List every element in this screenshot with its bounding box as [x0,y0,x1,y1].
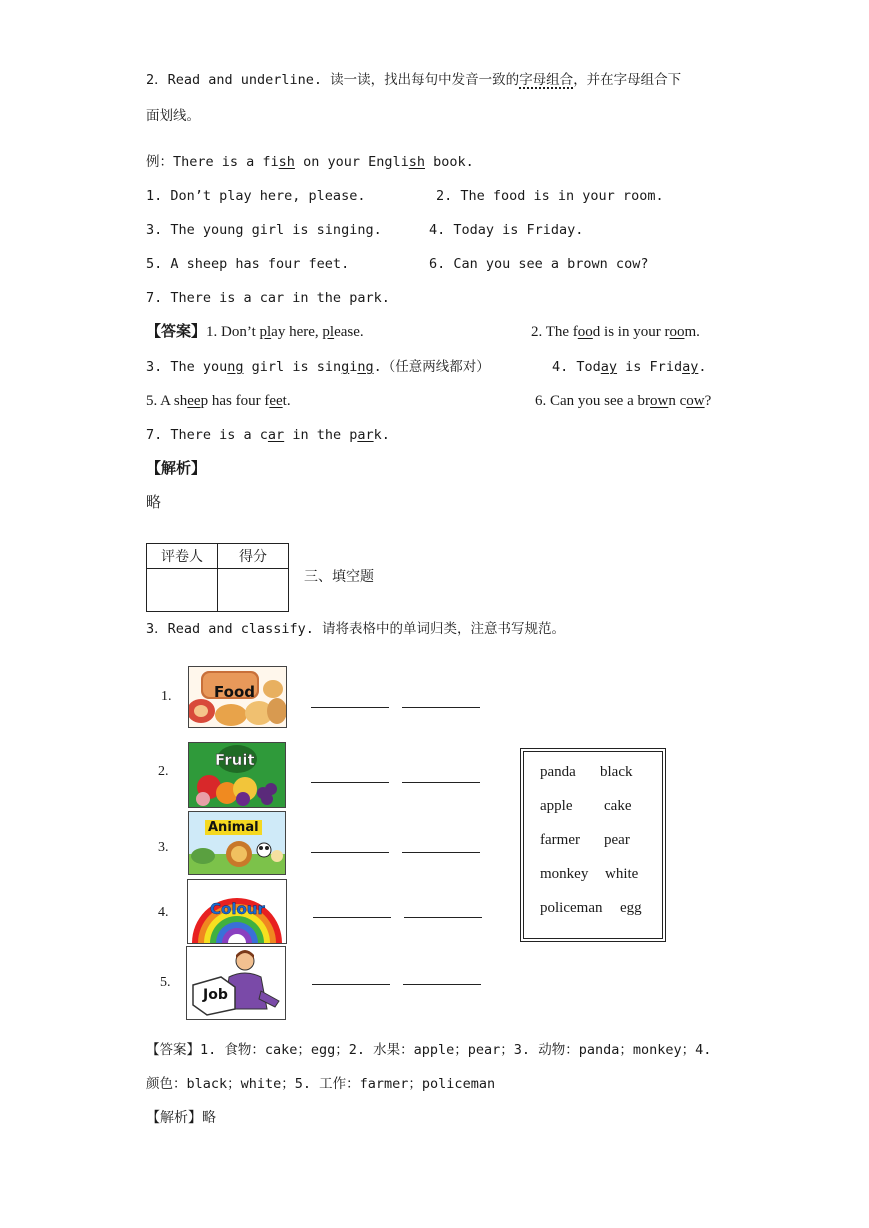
blank-5a[interactable] [312,984,390,985]
sentence-4: 4. Today is Friday. [429,222,584,238]
score-table-score: 得分 [218,544,289,569]
sentence-6: 6. Can you see a brown cow? [429,256,649,272]
word: panda [540,764,576,780]
job-label: Job [203,987,228,1003]
answer-6: 6. Can you see a brown cow? [535,393,712,409]
sentence-1: 1. Don’t play here, please. [146,188,366,204]
word: white [605,866,639,882]
q2-example: 例：There is a fish on your English book. [146,154,474,170]
q2-title-line2: 面划线。 [146,108,200,124]
job-picture [186,946,286,1020]
sentence-7: 7. There is a car in the park. [146,290,390,306]
row-num-2: 2. [158,764,169,779]
colour-label: Colour [210,900,265,918]
food-picture [188,666,287,728]
blank-5b[interactable] [403,984,481,985]
blank-4a[interactable] [313,917,391,918]
word: black [600,764,633,780]
row-num-4: 4. [158,905,169,920]
blank-3a[interactable] [311,852,389,853]
row-num-5: 5. [160,975,171,990]
word: apple [540,798,573,814]
q3-answer-line2: 颜色：black；white；5. 工作：farmer；policeman [146,1076,496,1092]
blank-1a[interactable] [311,707,389,708]
answer-5: 5. A sheep has four feet. [146,393,291,409]
word: monkey [540,866,589,882]
analysis-label: 【解析】 [146,461,207,477]
score-table-grader: 评卷人 [147,544,218,569]
word: policeman [540,900,603,916]
blank-2b[interactable] [402,782,480,783]
word: egg [620,900,642,916]
sentence-2: 2. The food is in your room. [436,188,664,204]
row-num-3: 3. [158,840,169,855]
blank-2a[interactable] [311,782,389,783]
q3-title: 3．Read and classify. 请将表格中的单词归类，注意书写规范。 [146,621,566,637]
blank-1b[interactable] [402,707,480,708]
sentence-3: 3. The young girl is singing. [146,222,382,238]
score-table-score-cell [218,569,289,612]
word-bank [520,748,666,942]
fruit-label: Fruit [215,751,255,769]
animal-picture [188,811,286,875]
job-illustration [187,947,285,1019]
word: farmer [540,832,580,848]
blank-4b[interactable] [404,917,482,918]
analysis-text: 略 [146,495,162,511]
word-bank-inner [523,751,663,939]
word: pear [604,832,630,848]
q2-title-emphasis: 字母组合 [519,72,574,88]
blank-3b[interactable] [402,852,480,853]
animal-label: Animal [205,820,262,835]
q2-title: 2．Read and underline. 读一读，找出每句中发音一致的字母组合，并在字母组合下 [146,72,682,88]
answer-3: 3. The young girl is singing.（任意两线都对） [146,359,490,375]
q3-analysis: 【解析】略 [146,1110,216,1126]
row-num-1: 1. [161,689,172,704]
food-label: Food [214,683,255,701]
score-table-grader-cell [147,569,218,612]
answer-2: 2. The food is in your room. [531,324,700,340]
sentence-5: 5. A sheep has four feet. [146,256,350,272]
answer-1: 【答案】1. Don’t play here, please. [146,324,364,340]
fruit-picture [188,742,286,808]
answer-4: 4. Today is Friday. [552,359,707,375]
q3-answer-line1: 【答案】1. 食物：cake；egg；2. 水果：apple；pear；3. 动物：panda；monkey；4. [146,1042,712,1058]
colour-picture [187,879,287,944]
word: cake [604,798,632,814]
answer-7: 7. There is a car in the park. [146,427,390,443]
section-heading: 三、填空题 [304,569,374,585]
score-table [146,543,289,612]
